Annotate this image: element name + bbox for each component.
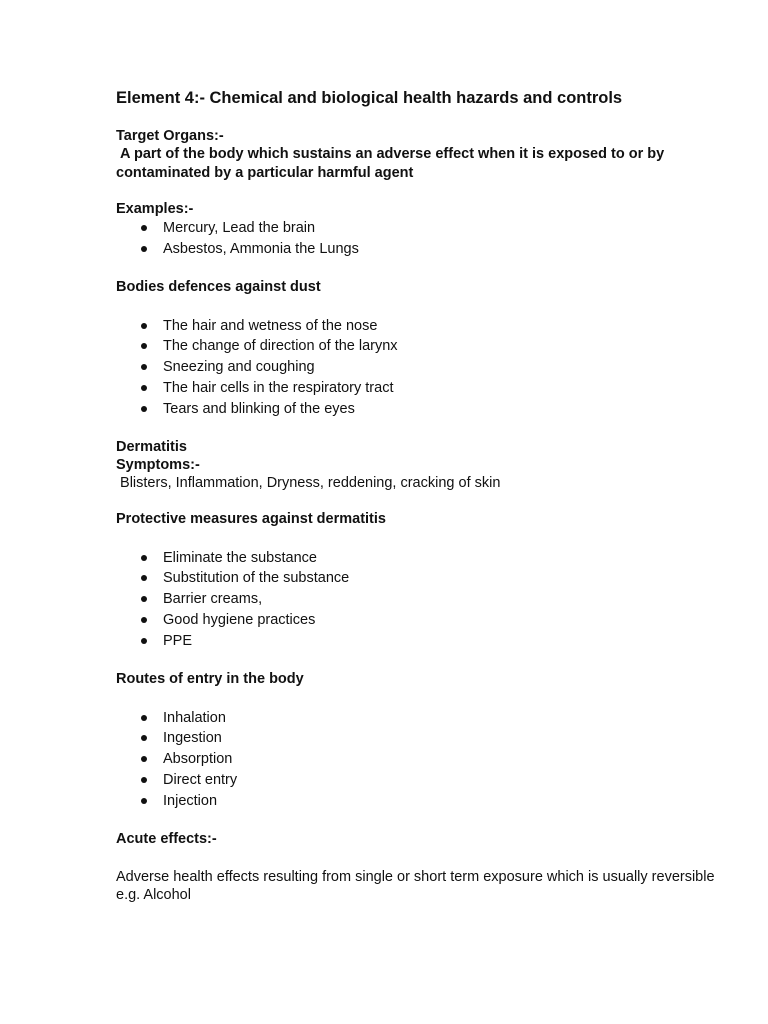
examples-list: [116, 218, 716, 260]
symptoms-text: Blisters, Inflammation, Dryness, reddening, cracking of skin: [116, 474, 501, 491]
list-item: [116, 610, 716, 631]
bullet-icon: [141, 406, 147, 412]
list-item-text: Asbestos, Ammonia the Lungs: [163, 240, 359, 257]
section-target-organs: [116, 127, 716, 182]
list-item-text: The hair cells in the respiratory tract: [163, 379, 394, 396]
dermatitis-heading: Dermatitis: [116, 438, 187, 455]
document-title: Element 4:- Chemical and biological health hazards and controls: [116, 89, 623, 107]
list-item: [116, 631, 716, 652]
list-item: [116, 708, 716, 729]
bullet-icon: [141, 798, 147, 804]
list-item: [116, 548, 716, 569]
bullet-icon: [141, 385, 147, 391]
list-item: [116, 357, 716, 378]
examples-heading: Examples:-: [116, 201, 194, 217]
list-item-text: Eliminate the substance: [163, 549, 317, 566]
bullet-icon: [141, 364, 147, 370]
acute-text: Adverse health effects resulting from single or short term exposure which is usually reversible e.g. Alcohol: [116, 868, 715, 903]
routes-list: [116, 708, 716, 812]
bullet-icon: [141, 343, 147, 349]
defences-list: [116, 316, 716, 420]
list-item-text: Barrier creams,: [163, 591, 263, 608]
target-organs-heading: Target Organs:-: [116, 128, 224, 144]
bullet-icon: [141, 575, 147, 581]
list-item: [116, 239, 716, 260]
list-item: [116, 589, 716, 610]
bullet-icon: [141, 323, 147, 329]
list-item: [116, 728, 716, 749]
acute-heading: Acute effects:-: [116, 830, 217, 847]
list-item-text: The hair and wetness of the nose: [163, 317, 378, 334]
target-organs-definition: A part of the body which sustains an adverse effect when it is exposed to or by contaminated by a particular harmful agent: [116, 146, 669, 181]
list-item-text: Direct entry: [163, 771, 238, 788]
bullet-icon: [141, 638, 147, 644]
bullet-icon: [141, 735, 147, 741]
list-item-text: Substitution of the substance: [163, 570, 350, 587]
list-item-text: Absorption: [163, 751, 233, 768]
list-item-text: Ingestion: [163, 730, 222, 747]
list-item-text: Good hygiene practices: [163, 611, 316, 628]
list-item: [116, 316, 716, 337]
list-item: [116, 218, 716, 239]
bullet-icon: [141, 596, 147, 602]
symptoms-heading: Symptoms:-: [116, 456, 200, 473]
document-page: [116, 88, 716, 904]
section-examples: [116, 200, 716, 260]
list-item: [116, 791, 716, 812]
section-protective-measures: [116, 510, 716, 652]
section-routes-of-entry: [116, 670, 716, 812]
list-item-text: The change of direction of the larynx: [163, 338, 398, 355]
bullet-icon: [141, 225, 147, 231]
list-item-text: Tears and blinking of the eyes: [163, 400, 355, 417]
list-item-text: Mercury, Lead the brain: [163, 220, 316, 236]
bullet-icon: [141, 617, 147, 623]
bullet-icon: [141, 246, 147, 252]
list-item: [116, 378, 716, 399]
list-item: [116, 399, 716, 420]
list-item-text: PPE: [163, 632, 193, 649]
protective-list: [116, 548, 716, 652]
list-item-text: Inhalation: [163, 709, 226, 726]
protective-heading: Protective measures against dermatitis: [116, 510, 386, 527]
list-item-text: Sneezing and coughing: [163, 359, 315, 376]
section-defences: [116, 278, 716, 420]
bullet-icon: [141, 777, 147, 783]
list-item: [116, 770, 716, 791]
list-item: [116, 336, 716, 357]
routes-heading: Routes of entry in the body: [116, 670, 304, 687]
bullet-icon: [141, 555, 147, 561]
defences-heading: Bodies defences against dust: [116, 278, 321, 295]
bullet-icon: [141, 715, 147, 721]
section-acute-effects: [116, 830, 716, 904]
list-item: [116, 749, 716, 770]
list-item: [116, 568, 716, 589]
bullet-icon: [141, 756, 147, 762]
list-item-text: Injection: [163, 792, 218, 809]
section-dermatitis: [116, 438, 716, 492]
